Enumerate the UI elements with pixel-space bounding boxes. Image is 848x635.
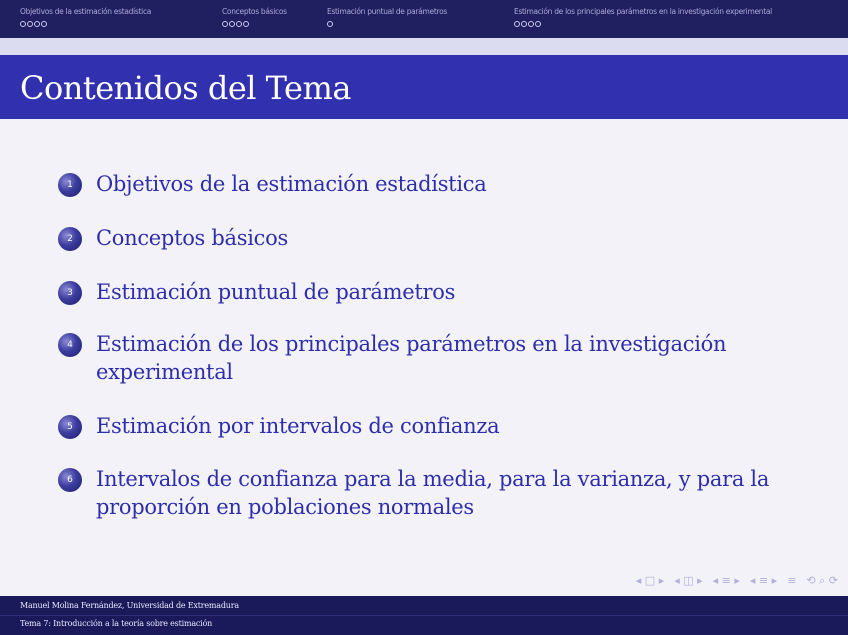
subsection-dot[interactable] [20, 21, 26, 27]
toc-item[interactable] [58, 412, 776, 440]
frame-nav-icon[interactable]: ◂ □ ▸ [635, 574, 665, 587]
subsection-dot[interactable] [236, 21, 242, 27]
subsection-nav-icon[interactable]: ◂ ◫ ▸ [674, 574, 703, 587]
toc-item-label: Conceptos básicos [96, 226, 288, 250]
footer-divider [0, 615, 848, 616]
section-navigation-bar [0, 0, 848, 38]
item-number-ball: 5 [58, 415, 82, 439]
subsection-dot[interactable] [327, 21, 333, 27]
subsection-dot[interactable] [34, 21, 40, 27]
toc-item[interactable] [58, 170, 776, 198]
subsection-dot[interactable] [528, 21, 534, 27]
toc-item-label: Estimación de los principales parámetros en la investigación experimental [96, 332, 727, 384]
nav-subsection-dots [327, 21, 447, 27]
document-nav-icon[interactable]: ◂ ≡ ▸ [749, 574, 778, 587]
nav-section-label: Objetivos de la estimación estadística [20, 7, 152, 16]
frame-title: Contenidos del Tema [20, 69, 351, 107]
toc-item-label: Intervalos de confianza para la media, para la varianza, y para la proporción en poblaciones normales [96, 467, 770, 519]
nav-subsection-dots [20, 21, 151, 27]
item-number-ball: 1 [58, 173, 82, 197]
nav-section-label: Conceptos básicos [222, 7, 287, 16]
footer-talk-title: Tema 7: Introducción a la teoría sobre estimación [20, 619, 213, 628]
footer-author: Manuel Molina Fernández, Universidad de Extremadura [20, 601, 239, 610]
toc-item[interactable] [58, 224, 776, 252]
item-number-ball: 2 [58, 227, 82, 251]
frame-title-bar [0, 55, 848, 119]
title-bar-separator [0, 38, 848, 55]
subsection-dot[interactable] [514, 21, 520, 27]
item-number-ball: 6 [58, 468, 82, 492]
subsection-dot[interactable] [535, 21, 541, 27]
nav-section-4[interactable] [514, 7, 772, 27]
search-back-forward-icon[interactable]: ⟲ ⌕ ⟳ [806, 574, 838, 587]
nav-section-label: Estimación puntual de parámetros [327, 7, 448, 16]
nav-section-2[interactable] [222, 7, 287, 27]
toc-item-label: Estimación por intervalos de confianza [96, 414, 500, 438]
nav-section-3[interactable] [327, 7, 447, 27]
toc-item-label: Objetivos de la estimación estadística [96, 172, 487, 196]
toc-item-label: Estimación puntual de parámetros [96, 280, 456, 304]
subsection-dot[interactable] [222, 21, 228, 27]
item-number-ball: 4 [58, 333, 82, 357]
toc-item[interactable] [58, 465, 776, 521]
section-nav-icon[interactable]: ◂ ≡ ▸ [712, 574, 740, 587]
nav-subsection-dots [514, 21, 772, 27]
appendix-icon[interactable]: ≡ [787, 574, 797, 587]
nav-subsection-dots [222, 21, 287, 27]
nav-section-1[interactable] [20, 7, 151, 27]
beamer-navigation-symbols [636, 574, 838, 588]
subsection-dot[interactable] [521, 21, 527, 27]
toc-item[interactable] [58, 330, 776, 386]
footer-bar [0, 596, 848, 635]
subsection-dot[interactable] [243, 21, 249, 27]
item-number-ball: 3 [58, 281, 82, 305]
nav-section-label: Estimación de los principales parámetros en la investigación experimental [514, 7, 772, 16]
subsection-dot[interactable] [229, 21, 235, 27]
subsection-dot[interactable] [41, 21, 47, 27]
subsection-dot[interactable] [27, 21, 33, 27]
toc-item[interactable] [58, 278, 776, 306]
